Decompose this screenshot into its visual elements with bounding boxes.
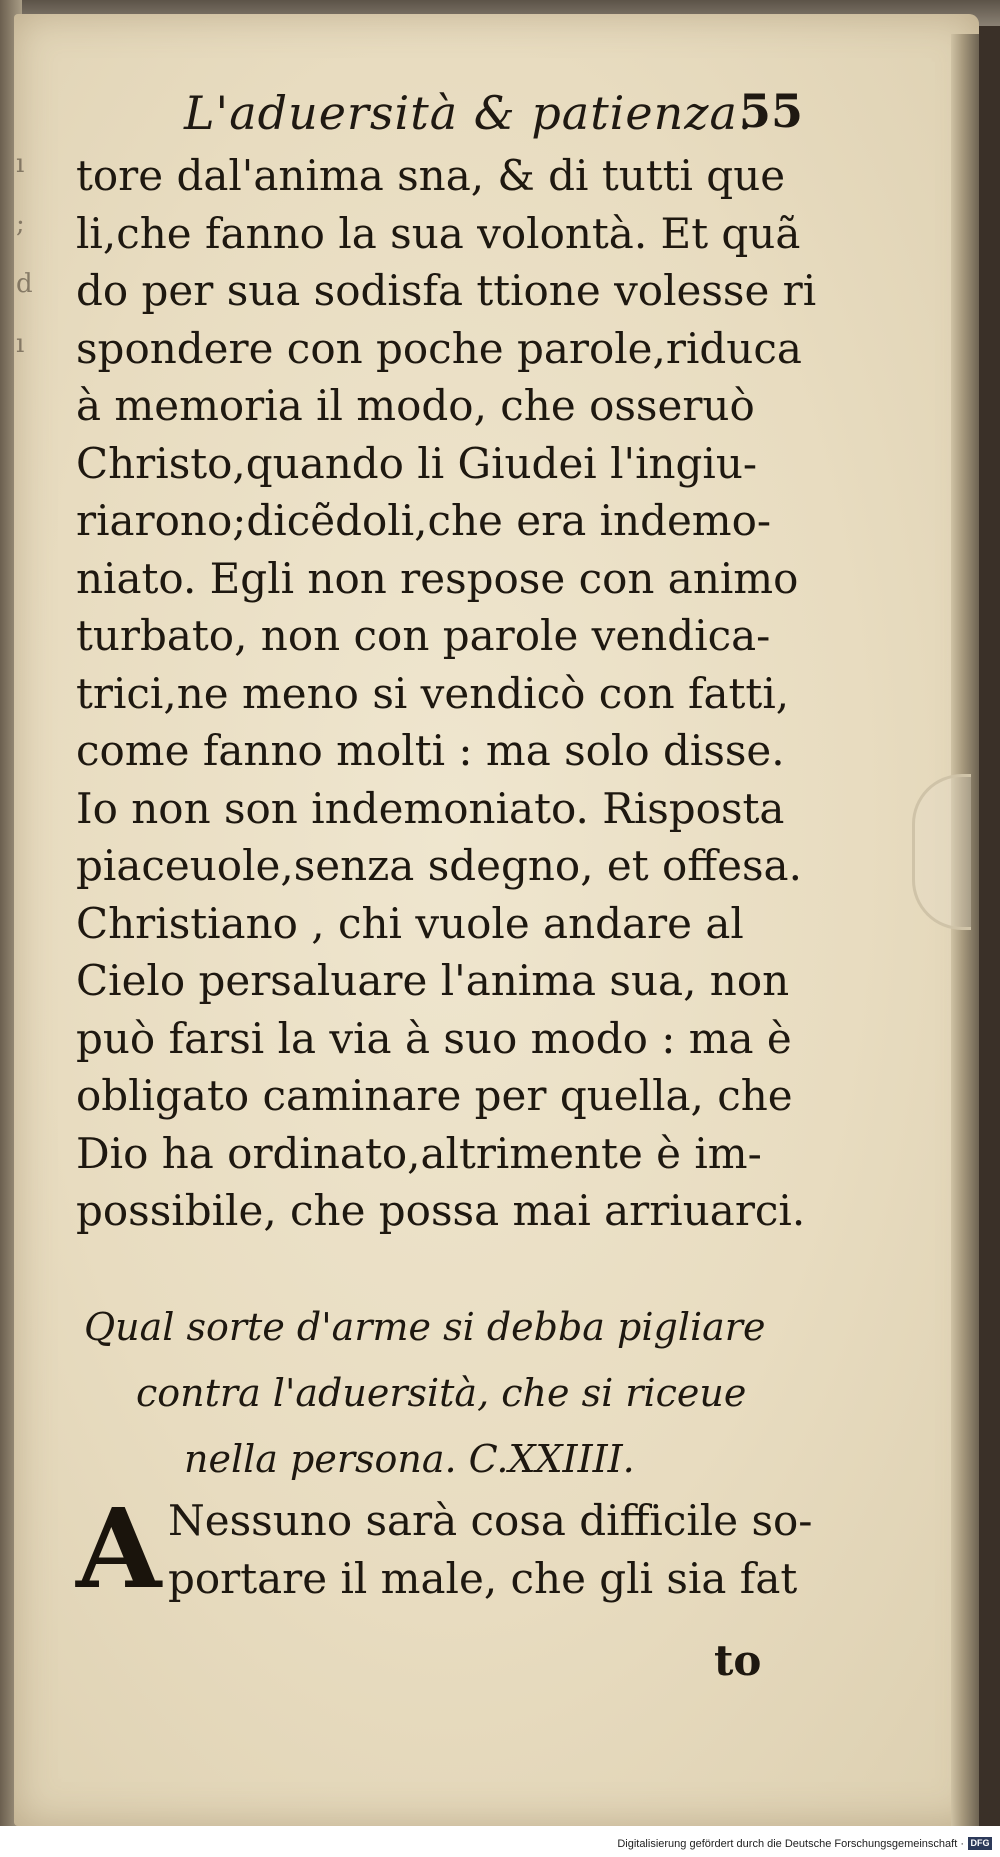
- page-clip-tab: [912, 774, 971, 930]
- chapter-heading: [84, 1294, 854, 1492]
- running-head-title: L'aduersità & patienza.: [184, 86, 754, 140]
- page-number: 55: [739, 84, 804, 138]
- book-page: [14, 14, 979, 1826]
- text-line: tore dal'anima sna, & di tutti que: [76, 151, 786, 200]
- running-header: [184, 86, 824, 146]
- dfg-logo: DFG: [968, 1837, 992, 1850]
- text-line: à memoria il modo, che osseruò: [76, 381, 755, 430]
- text-line: Nessuno sarà cosa difficile so-: [168, 1496, 813, 1545]
- text-line: trici,ne meno si vendicò con fatti,: [76, 668, 790, 718]
- text-line: Christo,quando li Giudei l'ingiu-: [76, 438, 758, 488]
- text-line: come fanno molti : ma solo disse.: [76, 726, 785, 775]
- text-line: niato. Egli non respose con animo: [76, 553, 799, 603]
- text-line: possibile, che possa mai arriuarci.: [76, 1186, 806, 1235]
- chapter-heading-line: contra l'aduersità, che si riceue: [136, 1371, 747, 1415]
- text-line: riarono;dicẽdoli,che era indemo-: [76, 496, 772, 545]
- chapter-paragraph: [76, 1484, 846, 1613]
- text-line: Cielo persaluare l'anima sua, non: [76, 956, 790, 1005]
- page-fore-edge: [951, 34, 979, 1844]
- text-line: li,che fanno la sua volontà. Et quã: [76, 208, 801, 258]
- text-line: Dio ha ordinato,altrimente è im-: [76, 1128, 762, 1178]
- text-line: turbato, non con parole vendica-: [76, 611, 771, 660]
- text-line: piaceuole,senza sdegno, et offesa.: [76, 841, 802, 890]
- margin-bleed-marks: ı ; d ı: [16, 149, 33, 359]
- text-line: do per sua sodisfa ttione volesse ri: [76, 266, 817, 315]
- chapter-heading-line: nella persona. C.XXIIII.: [184, 1437, 635, 1481]
- catchword: to: [714, 1636, 762, 1685]
- chapter-heading-line: Qual sorte d'arme si debba pigliare: [84, 1305, 766, 1349]
- text-line: può farsi la via à suo modo : ma è: [76, 1013, 792, 1063]
- text-line: portare il male, che gli sia fat: [168, 1553, 798, 1603]
- digitization-credit: Digitalisierung gefördert durch die Deutsche Forschungsgemeinschaft ·: [617, 1838, 964, 1850]
- body-text-block: [76, 147, 846, 1240]
- drop-cap: A: [76, 1484, 162, 1613]
- text-line: Christiano , chi vuole andare al: [76, 898, 744, 948]
- text-line: spondere con poche parole,riduca: [76, 323, 802, 373]
- text-line: Io non son indemoniato. Risposta: [76, 783, 785, 833]
- text-line: obligato caminare per quella, che: [76, 1071, 793, 1120]
